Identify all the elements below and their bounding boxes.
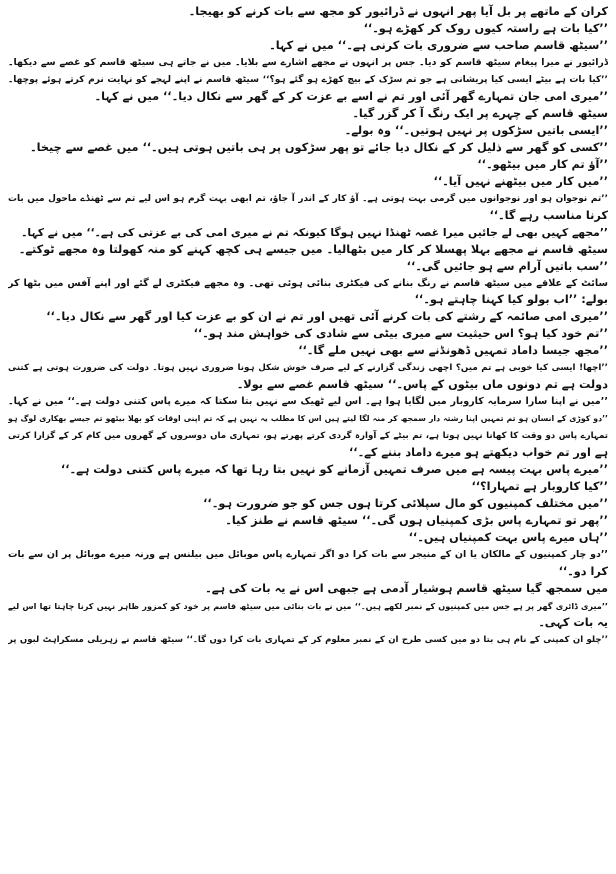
text-line: یہ بات کہی۔ (538, 615, 608, 629)
text-line: ’’چلو ان کمپنی کے نام ہی بتا دو میں کسی طرح ان کے نمبر معلوم کر کے تمہاری بات کرا دوں گا۔‘‘ سیٹھ قاسم نے زہریلی مسکراہٹ لبوں پر (8, 634, 608, 645)
text-line: ’’تم نوجوان ہو اور نوجوانوں میں گرمی بہت ہوتی ہے۔ آؤ کار کے اندر آ جاؤ، تم ابھی بہت گرم ہو اس لیے تم سے ٹھنڈے ماحول میں بات (8, 193, 608, 204)
text-line: ’’اچھا! ایسی کیا خوبی ہے تم میں؟ اچھی زندگی گزارنے کے لیے صرف خوش شکل ہونا ضروری نہیں ہوتا۔ دولت کی ضرورت ہوتی ہے کتنی (8, 363, 608, 374)
text-line: ’’دو چار کمپنیوں کے مالکان یا ان کے منیجر سے بات کرا دو اگر تمہارے پاس موبائل میں بیلنس ہے ورنہ میرے موبائل پر ان سے بات (8, 549, 608, 560)
text-line: ’’دو کوڑی کے انسان ہو تم تمہیں اپنا رشتہ دار سمجھ کر منہ لگا لیتے ہیں اس کا مطلب یہ نہیں ہے کہ تم اپنی اوقات کو بھلا بیٹھو تم جیسے بھکاری لوگ ہو (8, 414, 608, 424)
text-line: ’’پھر تو تمہارے پاس بڑی کمپنیاں ہوں گی۔‘‘ سیٹھ قاسم نے طنز کیا۔ (225, 514, 608, 528)
text-line: ’’میری امی صائمہ کے رشتے کی بات کرنے آئی تھیں اور تم نے ان کو بے عزت کیا اور گھر سے نکال دیا۔‘‘ (46, 310, 608, 324)
text-line: ’’آؤ تم کار میں بیٹھو۔‘‘ (477, 157, 608, 171)
text-line: سیٹھ قاسم نے مجھے بہلا پھسلا کر کار میں بٹھالیا۔ میں جیسے ہی کچھ کہنے کو منہ کھولتا وہ مجھے ٹوکتے۔ (18, 242, 608, 256)
text-line: کرنا مناسب رہے گا۔‘‘ (489, 208, 608, 222)
text-line: ’’میری ڈائری گھر پر ہے جس میں کمپنیوں کے نمبر لکھے ہیں۔‘‘ میں نے بات بنائی میں سیٹھ قاسم پر خود کو کمزور ظاہر نہیں کرنا چاہتا تھا اس لیے (8, 600, 608, 611)
text-line: ’’مجھے کہیں بھی لے جائیں میرا غصہ ٹھنڈا نہیں ہوگا کیونکہ تم نے میری امی کی بے عزتی کی ہے۔‘‘ میں نے کہا۔ (21, 225, 608, 239)
text-line: میں سمجھ گیا سیٹھ قاسم ہوشیار آدمی ہے جبھی اس نے یہ بات کی ہے۔ (205, 581, 608, 595)
text-line: ’’کسی کو گھر سے ذلیل کر کے نکال دیا جائے تو پھر سڑکوں پر ہی باتیں ہوتی ہیں۔‘‘ میں غصے سے چیخا۔ (29, 140, 608, 154)
text-line: ’’تم خود کیا ہو؟ اس حیثیت سے میری بیٹی سے شادی کی خواہش مند ہو۔‘‘ (193, 327, 608, 341)
text-line: ’’سب باتیں آرام سے ہو جائیں گی۔‘‘ (406, 259, 608, 273)
text-line: کران کے ماتھے پر بل آیا پھر انہوں نے ڈرائیور کو مجھ سے بات کرنے کو بھیجا۔ (188, 5, 608, 18)
document-page (8, 4, 608, 870)
text-line: ’’مجھ جیسا داماد تمہیں ڈھونڈنے سے بھی نہیں ملے گا۔‘‘ (298, 344, 608, 358)
text-line: ’’میں نے اپنا سارا سرمایہ کاروبار میں لگایا ہوا ہے۔ اس لیے ٹھیک سے نہیں بتا سکتا کہ میرے پاس کتنی دولت ہے۔‘‘ میں نے کہا۔ (8, 396, 608, 408)
text-line: ’’کیا بات ہے راستہ کیوں روک کر کھڑے ہو۔‘‘ (363, 21, 608, 35)
text-line: کرا دو۔‘‘ (558, 564, 608, 578)
text-line: ’’ایسی باتیں سڑکوں پر نہیں ہوتیں۔‘‘ وہ بولے۔ (344, 123, 608, 137)
text-line: سیٹھ قاسم کے چہرے پر ایک رنگ آ کر گزر گیا۔ (352, 106, 608, 120)
text-line: بولے: ’’اب بولو کیا کہنا چاہتے ہو۔‘‘ (414, 293, 608, 307)
text-line: ’’میرے پاس بہت پیسہ ہے میں صرف تمہیں آزمانے کو نہیں بتا رہا تھا کہ میرے پاس کتنی دولت ہے۔‘‘ (60, 463, 608, 477)
text-line: سائٹ کے علاقے میں سیٹھ قاسم نے رنگ بنانے کی فیکٹری بنائی ہوئی تھی۔ وہ مجھے فیکٹری لے گئے اور اپنے آفس میں بٹھا کر (8, 277, 608, 289)
text-line: ہے اور تم خواب دیکھتے ہو میرے داماد بننے کے۔‘‘ (348, 446, 608, 460)
text-line: ’’کیا بات ہے بیٹے ایسی کیا پریشانی ہے جو تم سڑک کے بیچ کھڑے ہو گئے ہو؟‘‘ سیٹھ قاسم نے اپنے لہجے کو نہایت نرم کرتے ہوئے پوچھا۔ (8, 74, 608, 85)
text-line: ’’ہاں میرے پاس بہت کمپنیاں ہیں۔‘‘ (408, 531, 608, 545)
text-line: ’’میری امی جان تمہارے گھر آئی اور تم نے اسے بے عزت کر کے گھر سے نکال دیا۔‘‘ میں نے کہا۔ (94, 89, 608, 103)
text-line: ’’کیا کاروبار ہے تمہارا؟‘‘ (471, 480, 608, 494)
text-line: دولت ہے تم دونوں ماں بیٹوں کے پاس۔‘‘ سیٹھ قاسم غصے سے بولا۔ (236, 378, 608, 392)
text-line: ڈرائیور نے میرا پیغام سیٹھ قاسم کو دیا۔ جس پر انہوں نے مجھے اشارے سے بلایا۔ میں نے جاتے ہی سیٹھ قاسم کو غصے سے دیکھا۔ (8, 56, 608, 68)
text-line: تمہارے پاس دو وقت کا کھانا نہیں ہوتا ہے، تم بیٹے کے آوارہ گردی کرتے پھرتے ہو، تمہاری ماں دوسروں کے گھروں میں کام کر کے گزارا کرتی (8, 431, 608, 442)
text-line: ’’سیٹھ قاسم صاحب سے ضروری بات کرنی ہے۔‘‘ میں نے کہا۔ (269, 38, 608, 52)
text-line: ’’میں مختلف کمپنیوں کو مال سپلائی کرتا ہوں جس کو جو ضرورت ہو۔‘‘ (203, 497, 608, 511)
text-line: ’’میں کار میں بیٹھنے نہیں آیا۔‘‘ (433, 174, 608, 188)
